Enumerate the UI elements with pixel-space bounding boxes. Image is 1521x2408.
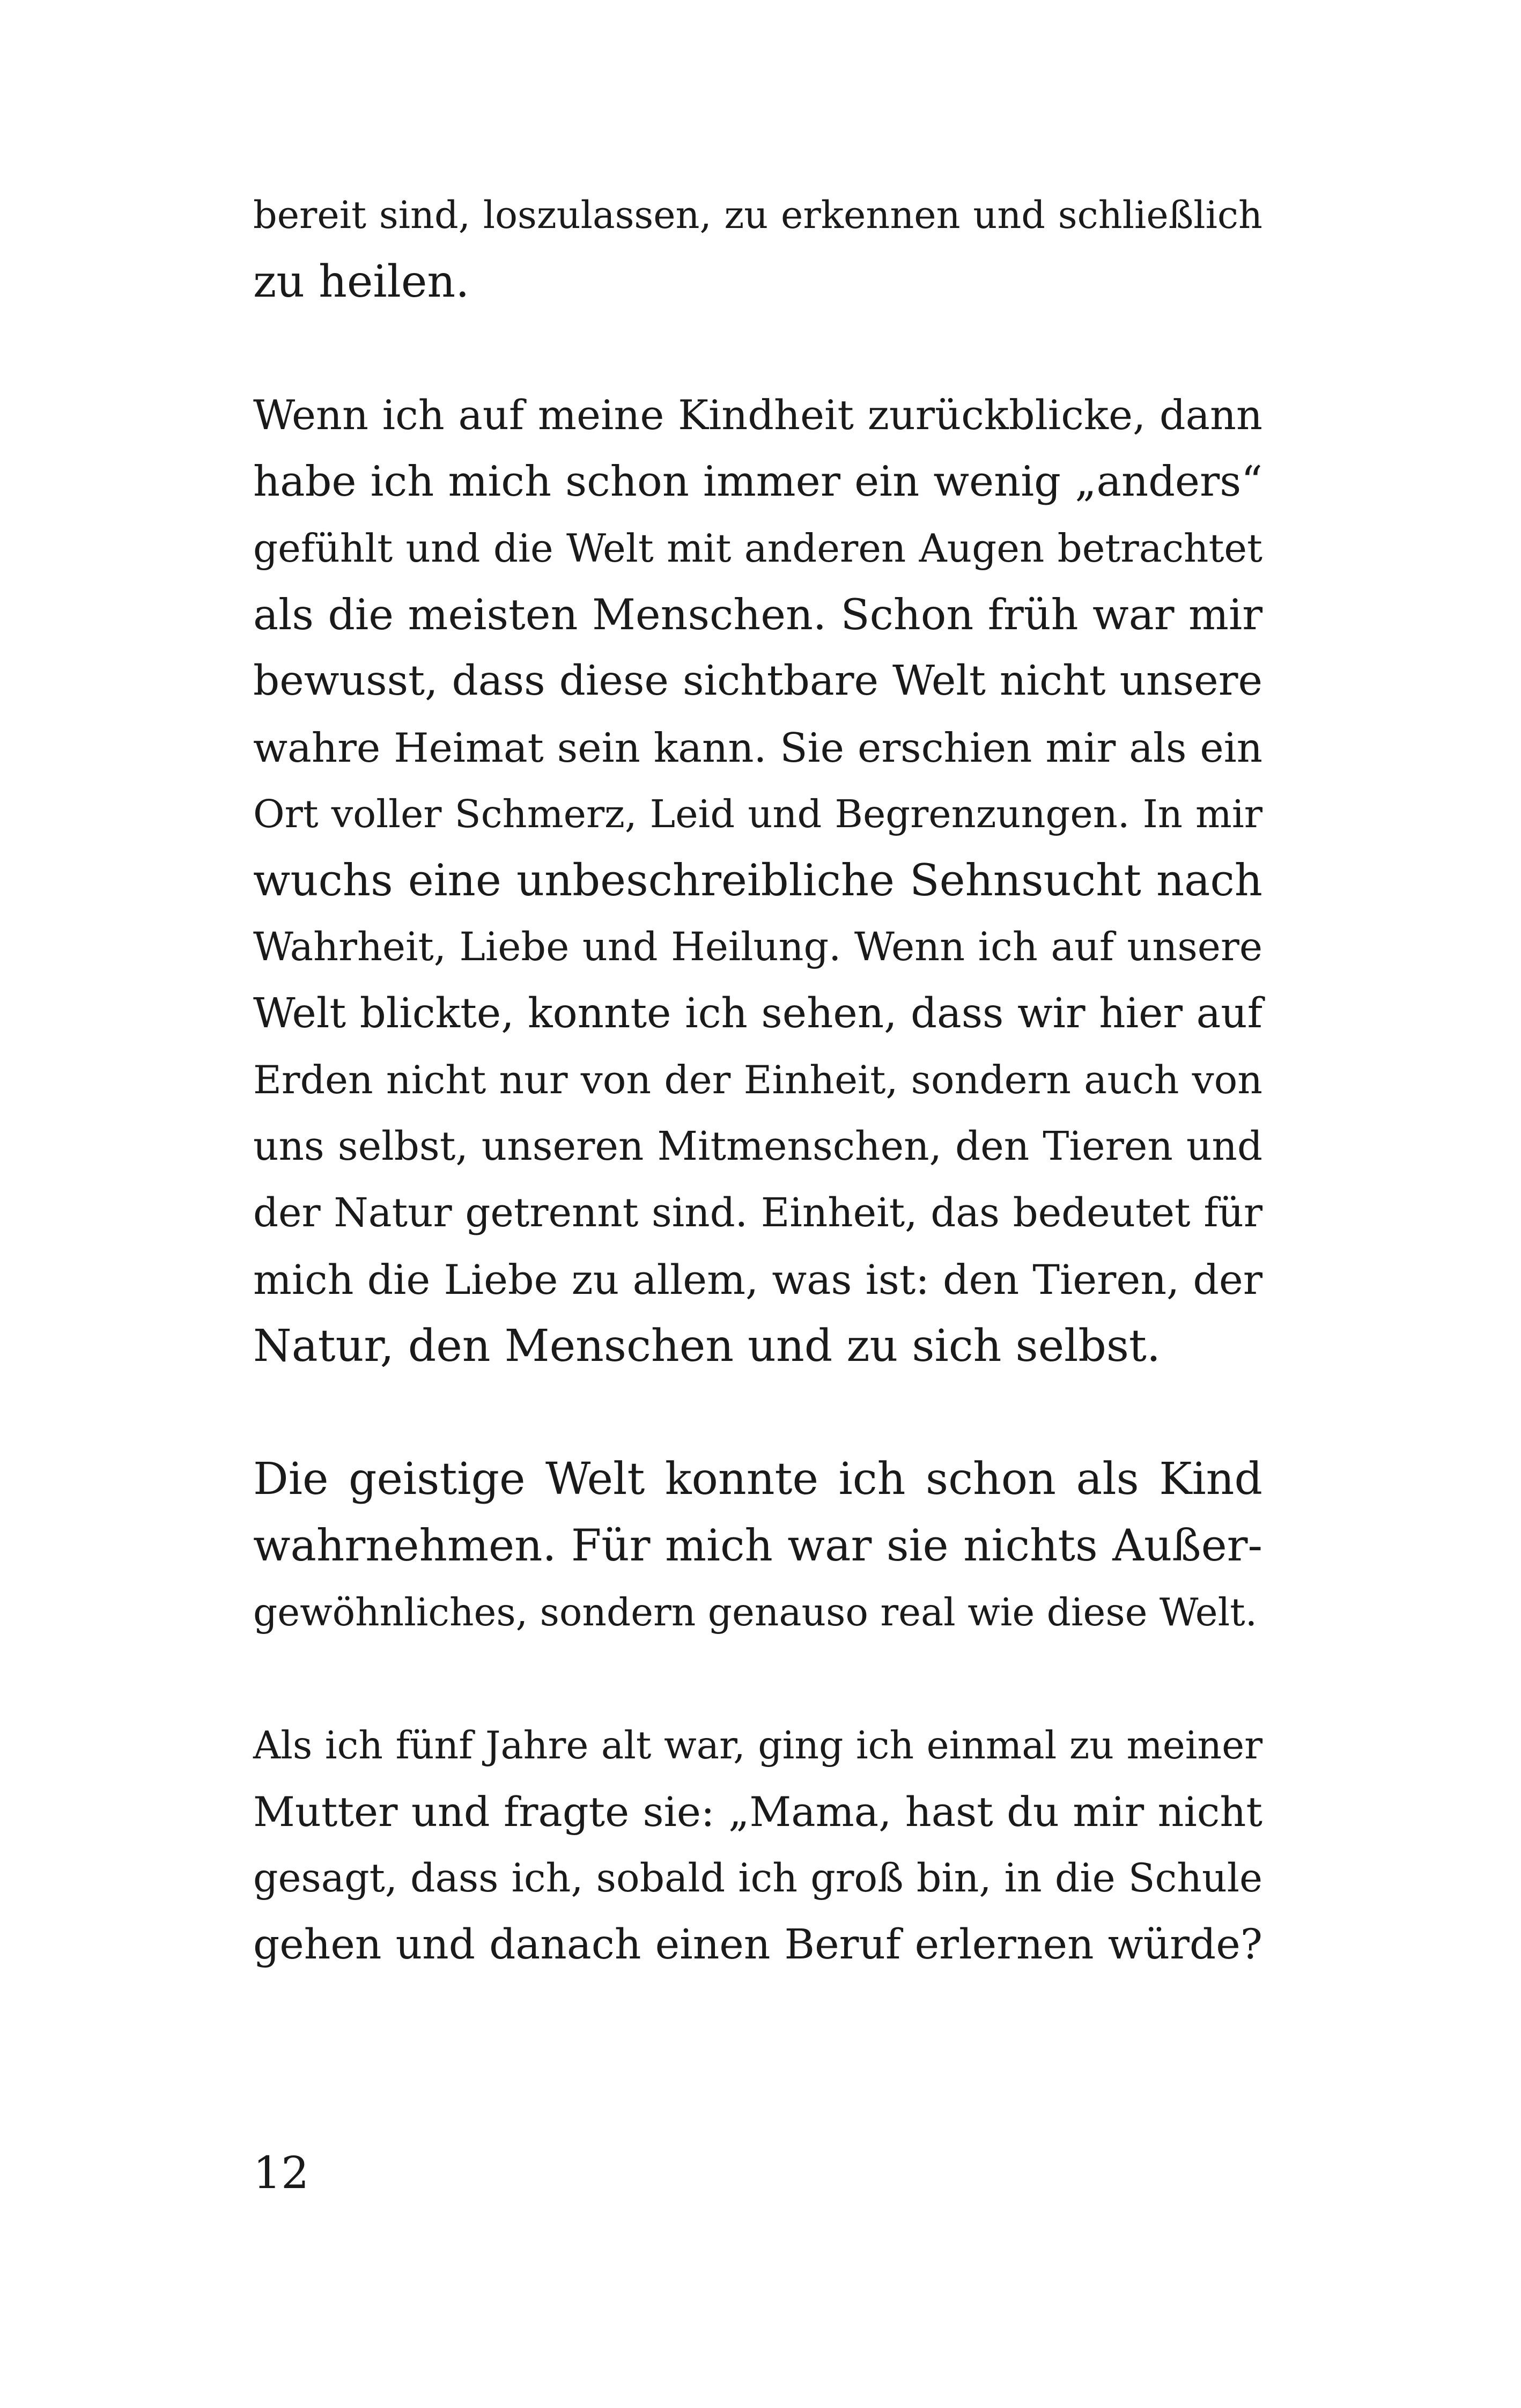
paragraph-3 <box>253 1446 1262 1646</box>
text-line: gesagt, dass ich, sobald ich groß bin, in die Schule <box>253 1856 1262 1901</box>
text-line: wuchs eine unbeschreibliche Sehnsucht nach <box>253 856 1262 906</box>
text-line: Ort voller Schmerz, Leid und Begrenzungen. In mir <box>253 792 1262 836</box>
text-line: Wahrheit, Liebe und Heilung. Wenn ich auf unsere <box>253 924 1262 970</box>
text-line: Natur, den Menschen und zu sich selbst. <box>253 1321 1161 1372</box>
page-number: 12 <box>253 2148 309 2199</box>
text-line: gehen und danach einen Beruf erlernen würde? <box>253 1921 1262 1969</box>
text-line: mich die Liebe zu allem, was ist: den Tieren, der <box>253 1256 1262 1304</box>
text-line: Erden nicht nur von der Einheit, sondern auch von <box>253 1058 1262 1103</box>
paragraph-2 <box>253 382 1262 1380</box>
text-line: gewöhnliches, sondern genauso real wie diese Welt. <box>253 1590 1258 1634</box>
text-line: bereit sind, loszulassen, zu erkennen und schließlich <box>253 194 1262 237</box>
text-line: gefühlt und die Welt mit anderen Augen betrachtet <box>253 526 1262 571</box>
text-line: der Natur getrennt sind. Einheit, das bedeutet für <box>253 1190 1262 1236</box>
paragraph-4 <box>253 1712 1262 1978</box>
text-line: Mutter und fragte sie: „Mama, hast du mir nicht <box>253 1788 1262 1836</box>
text-line: wahre Heimat sein kann. Sie erschien mir als ein <box>253 724 1262 771</box>
text-line: Die geistige Welt konnte ich schon als Kind <box>253 1454 1262 1505</box>
text-line: zu heilen. <box>253 256 470 307</box>
text-line: uns selbst, unseren Mitmenschen, den Tieren und <box>253 1124 1262 1169</box>
text-line: als die meisten Menschen. Schon früh war mir <box>253 590 1262 639</box>
text-line: Welt blickte, konnte ich sehen, dass wir hier auf <box>253 990 1262 1037</box>
text-line: Wenn ich auf meine Kindheit zurückblicke, dann <box>253 391 1262 439</box>
paragraph-1 <box>253 182 1262 315</box>
text-line: habe ich mich schon immer ein wenig „anders“ <box>253 458 1262 506</box>
body-text <box>253 182 1262 2045</box>
text-line: bewusst, dass diese sichtbare Welt nicht unsere <box>253 657 1262 705</box>
text-line: wahrnehmen. Für mich war sie nichts Außer- <box>253 1521 1262 1571</box>
text-line: Als ich fünf Jahre alt war, ging ich einmal zu meiner <box>253 1723 1262 1768</box>
